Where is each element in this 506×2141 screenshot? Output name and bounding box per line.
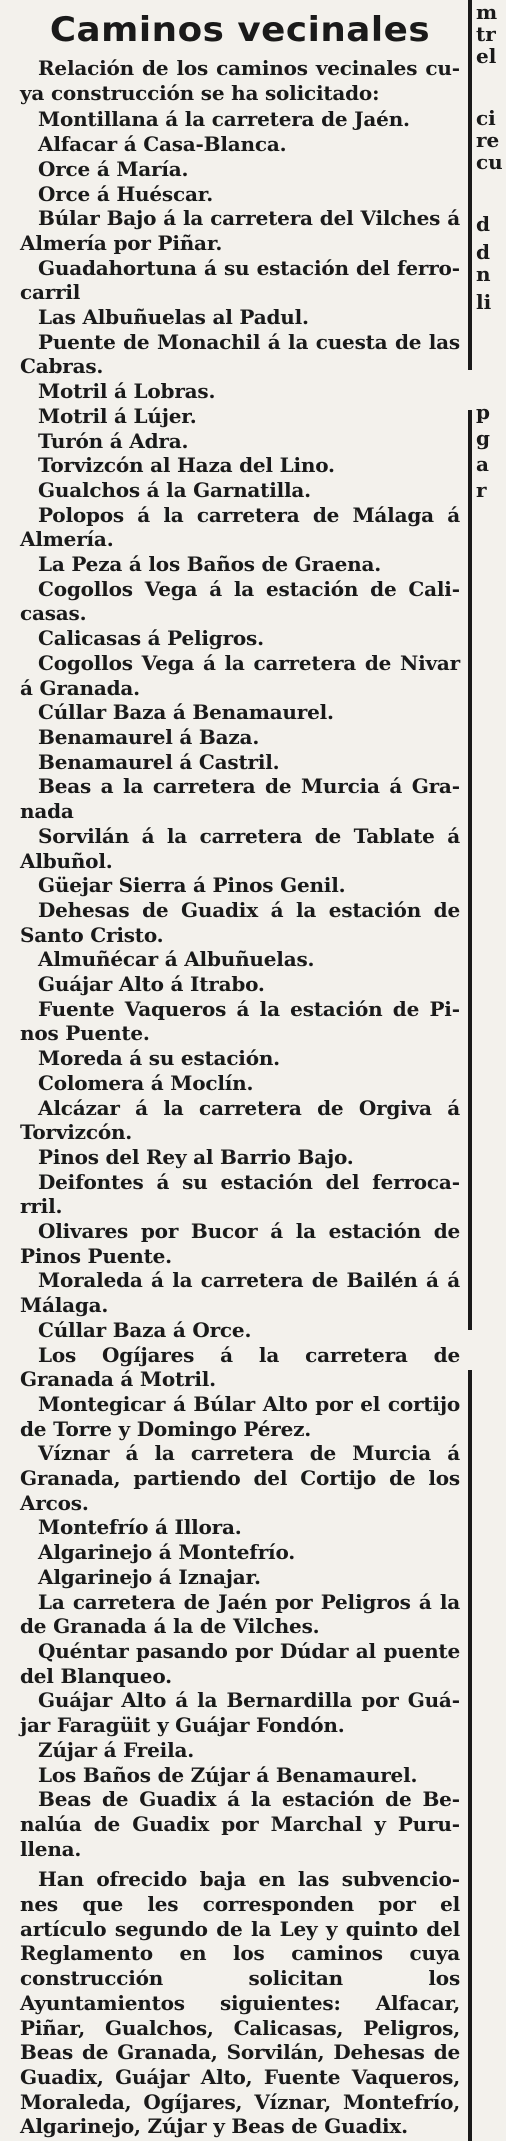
adjacent-column-fragment: p — [476, 400, 490, 424]
road-entry: Guadahortuna á su estación del ferrocarril — [20, 255, 460, 305]
road-entry: Beas a la carretera de Murcia á Granada — [20, 774, 460, 824]
adjacent-column-fragment: a — [476, 452, 489, 476]
road-entry: Calicasas á Peligros. — [38, 626, 264, 651]
road-entry: Montegicar á Búlar Alto por el cortijo de Torre y Domingo Pérez. — [20, 1391, 460, 1441]
adjacent-column-fragment: n — [476, 262, 491, 286]
road-entry: Benamaurel á Castril. — [38, 749, 280, 774]
road-entry: La carretera de Jaén por Peligros á la de Granada á la de Vilches. — [20, 1589, 460, 1639]
adjacent-column-fragment: ci — [476, 106, 496, 130]
adjacent-column-fragment: g — [476, 426, 490, 450]
adjacent-column-fragment: li — [476, 290, 492, 314]
road-entry: Cogollos Vega á la estación de Calicasas. — [20, 576, 460, 626]
road-entry: Alfacar á Casa-Blanca. — [38, 132, 287, 157]
article-intro: Relación de los caminos vecinales cuya construcción se ha solicitado: — [20, 56, 460, 105]
road-entry: Guájar Alto á la Bernardilla por Guájar Faragüit y Guájar Fondón. — [20, 1688, 460, 1738]
article-closing: Han ofrecido baja en las subvenciones que les corresponden por el artículo segundo de la Ley y quinto del Reglamento en los caminos cuya construcción solicitan los Ayuntamientos siguientes: Alfacar, Piñar, Gualchos, Calicasas, Peligros, Beas de Granada, Sorvilán, Dehesas de Guadix, Guájar Alto, Fuente Vaqueros, Moraleda, Ogíjares, Víznar, Montefrío, Algarinejo, Zújar y Beas de Guadix. — [20, 1867, 460, 2139]
adjacent-column-fragment: d — [476, 240, 490, 264]
road-entry: Algarinejo á Iznajar. — [38, 1564, 261, 1589]
road-entry: Deifontes á su estación del ferrocarril. — [20, 1169, 460, 1219]
road-entry: Fuente Vaqueros á la estación de Pinos Puente. — [20, 996, 460, 1046]
road-entry: Polopos á la carretera de Málaga á Almería. — [20, 502, 460, 552]
road-entry: Beas de Guadix á la estación de Benalúa de Guadix por Marchal y Purullena. — [20, 1787, 460, 1861]
road-entry: Gualchos á la Garnatilla. — [38, 477, 311, 502]
road-entry: Quéntar pasando por Dúdar al puente del Blanqueo. — [20, 1639, 460, 1688]
road-entry: Moreda á su estación. — [38, 1046, 280, 1071]
road-entry: Orce á María. — [38, 156, 189, 181]
road-entry: Los Ogíjares á la carretera de Granada á Motril. — [20, 1342, 460, 1392]
adjacent-column-fragment: re — [476, 128, 500, 152]
road-entry: Güejar Sierra á Pinos Genil. — [38, 873, 346, 898]
road-entry: Búlar Bajo á la carretera del Vilches á Almería por Piñar. — [20, 206, 460, 255]
adjacent-column-fragment: cu — [476, 150, 503, 174]
road-entry: Colomera á Moclín. — [38, 1070, 254, 1095]
road-entry: Víznar á la carretera de Murcia á Granada, partiendo del Cortijo de los Arcos. — [20, 1441, 460, 1515]
road-entry: Benamaurel á Baza. — [38, 724, 260, 749]
adjacent-column-fragment: m — [476, 0, 498, 24]
road-entry: Zújar á Freila. — [38, 1737, 194, 1762]
article-title: Caminos vecinales — [49, 10, 431, 50]
adjacent-column-fragment: el — [476, 44, 497, 68]
road-entry: Cúllar Baza á Orce. — [38, 1317, 252, 1342]
road-entry: Orce á Huéscar. — [38, 181, 213, 206]
road-entry: Motril á Lújer. — [38, 403, 197, 428]
road-entry: Los Baños de Zújar á Benamaurel. — [38, 1762, 418, 1787]
road-list — [20, 107, 460, 1861]
road-entry: Pinos del Rey al Barrio Bajo. — [38, 1144, 354, 1169]
road-entry: Cúllar Baza á Benamaurel. — [38, 700, 334, 725]
adjacent-column-fragment: r — [476, 478, 487, 502]
adjacent-column-fragments — [476, 0, 503, 2141]
road-entry: Moraleda á la carretera de Bailén á á Málaga. — [20, 1268, 460, 1318]
road-entry: La Peza á los Baños de Graena. — [38, 552, 381, 577]
column-rule — [468, 0, 472, 2141]
road-entry: Puente de Monachil á la cuesta de las Cabras. — [20, 329, 460, 379]
road-entry: Torvizcón al Haza del Lino. — [38, 453, 335, 478]
road-entry: Montillana á la carretera de Jaén. — [38, 107, 410, 132]
column-rule-gap — [466, 370, 474, 410]
road-entry: Olivares por Bucor á la estación de Pinos Puente. — [20, 1219, 460, 1268]
adjacent-column-fragment: d — [476, 212, 490, 236]
road-entry: Turón á Adra. — [38, 428, 189, 453]
road-entry: Motril á Lobras. — [38, 379, 216, 404]
article-column — [6, 0, 466, 2141]
adjacent-column-fragment: tr — [476, 22, 496, 46]
road-entry: Las Albuñuelas al Padul. — [38, 305, 309, 330]
column-rule-gap — [466, 1330, 474, 1370]
road-entry: Almuñécar á Albuñuelas. — [38, 947, 315, 972]
road-entry: Algarinejo á Montefrío. — [38, 1540, 295, 1565]
road-entry: Alcázar á la carretera de Orgiva á Torvizcón. — [20, 1095, 460, 1145]
road-entry: Dehesas de Guadix á la estación de Santo Cristo. — [20, 897, 460, 947]
road-entry: Cogollos Vega á la carretera de Nivar á Granada. — [20, 650, 460, 700]
road-entry: Sorvilán á la carretera de Tablate á Albuñol. — [20, 823, 460, 873]
road-entry: Montefrío á Illora. — [38, 1515, 242, 1540]
road-entry: Guájar Alto á Itrabo. — [38, 972, 265, 997]
